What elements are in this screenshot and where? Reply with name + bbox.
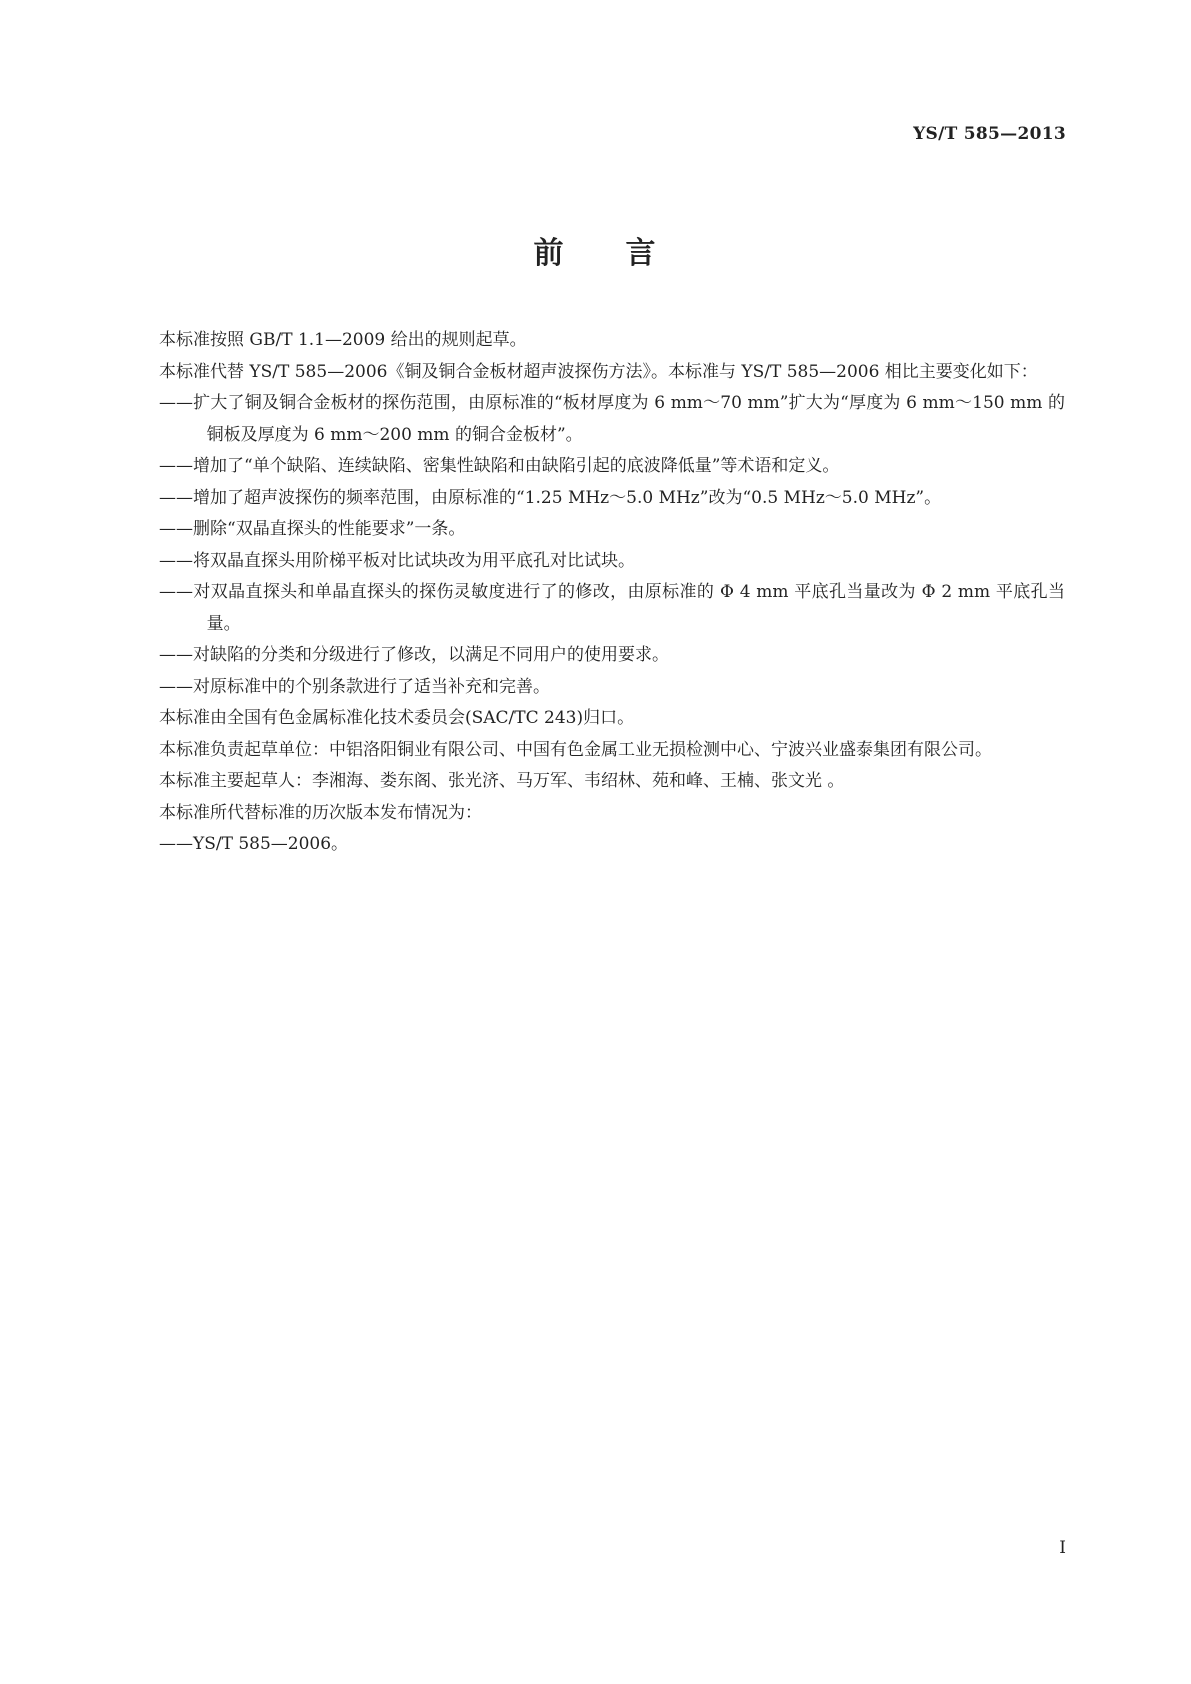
history-item: ——YS/T 585—2006。 [159,834,349,854]
title-part-2: 言 [625,236,658,271]
paragraph-drafting-rules: 本标准按照 GB/T 1.1—2009 给出的规则起草。 [159,330,527,350]
change-item-frequency: ——增加了超声波探伤的频率范围，由原标准的“1.25 MHz～5.0 MHz”改为“0.5 MHz～5.0 MHz”。 [159,487,942,508]
change-item-delete: ——删除“双晶直探头的性能要求”一条。 [159,519,466,539]
page-title [0,228,1191,272]
paragraph-drafters: 本标准主要起草人：李湘海、娄东阁、张光济、马万军、韦绍林、苑和峰、王楠、张文光 。 [159,771,845,791]
paragraph-history: 本标准所代替标准的历次版本发布情况为： [159,802,482,823]
change-item-test-block: ——将双晶直探头用阶梯平板对比试块改为用平底孔对比试块。 [159,550,635,571]
change-item-terms: ——增加了“单个缺陷、连续缺陷、密集性缺陷和由缺陷引起的底波降低量”等术语和定义。 [159,456,840,476]
change-item-range: ——扩大了铜及铜合金板材的探伤范围，由原标准的“板材厚度为 6 mm～70 mm”扩大为“厚度为 6 mm～150 mm 的铜板及厚度为 6 mm～200 mm 的铜合金板材”。 [159,393,1065,445]
paragraph-committee: 本标准由全国有色金属标准化技术委员会(SAC/TC 243)归口。 [159,708,635,728]
page-number: I [1059,1538,1066,1558]
paragraph-replacement: 本标准代替 YS/T 585—2006《铜及铜合金板材超声波探伤方法》。本标准与 YS/T 585—2006 相比主要变化如下： [159,361,1038,382]
title-part-1: 前 [533,236,566,271]
document-body [125,325,1065,861]
document-code: YS/T 585—2013 [913,124,1066,144]
change-item-classification: ——对缺陷的分类和分级进行了修改，以满足不同用户的使用要求。 [159,645,669,665]
change-item-sensitivity: ——对双晶直探头和单晶直探头的探伤灵敏度进行了的修改，由原标准的 Φ 4 mm 平底孔当量改为 Φ 2 mm 平底孔当量。 [159,582,1065,634]
paragraph-drafting-units: 本标准负责起草单位：中铝洛阳铜业有限公司、中国有色金属工业无损检测中心、宁波兴业盛泰集团有限公司。 [159,739,992,760]
change-item-supplement: ——对原标准中的个别条款进行了适当补充和完善。 [159,676,550,697]
